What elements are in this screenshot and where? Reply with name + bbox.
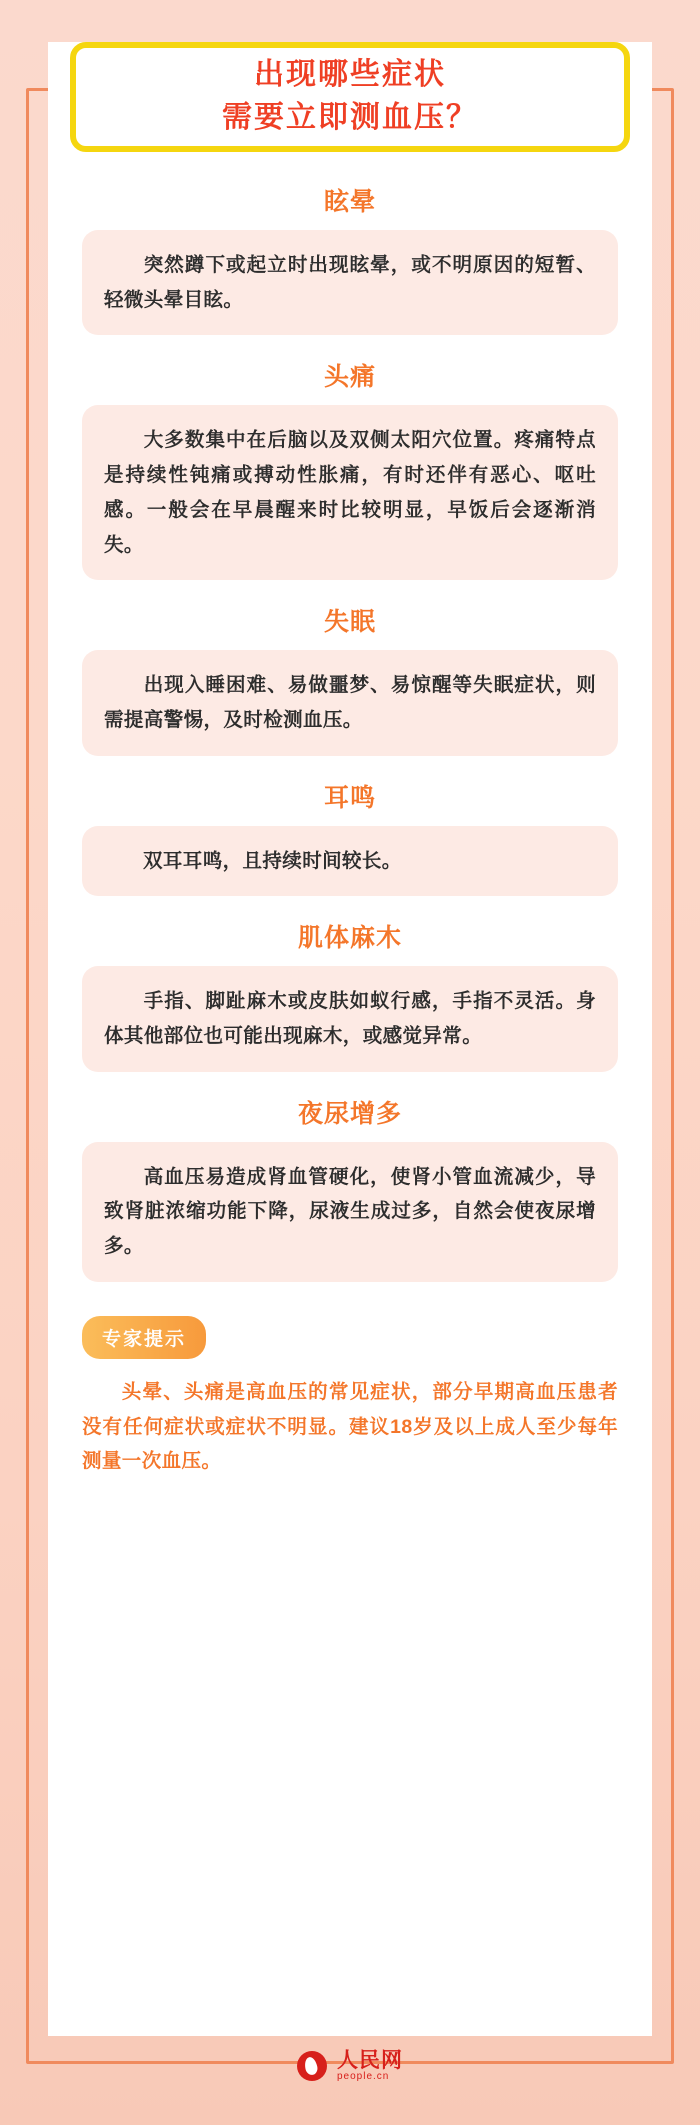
section-body — [82, 230, 618, 335]
section-body-text: 突然蹲下或起立时出现眩晕，或不明原因的短暂、轻微头晕目眩。 — [104, 254, 596, 311]
section-body — [82, 826, 618, 897]
section-heading: 夜尿增多 — [297, 1099, 402, 1128]
section-heading: 眩晕 — [323, 188, 376, 216]
footer-logo — [0, 2036, 700, 2096]
section-heading: 肌体麻木 — [297, 924, 402, 953]
section-tinnitus — [82, 778, 618, 897]
logo-chinese-name: 人民网 — [337, 2048, 403, 2072]
section-body-text: 出现入睡困难、易做噩梦、易惊醒等失眠症状，则需提高警惕，及时检测血压。 — [104, 674, 596, 731]
logo-english-name: people.cn — [337, 2070, 390, 2082]
expert-tip — [82, 1316, 618, 1479]
section-body-text: 大多数集中在后脑以及双侧太阳穴位置。疼痛特点是持续性钝痛或搏动性胀痛，有时还伴有恶心、呕吐感。一般会在早晨醒来时比较明显，早饭后会逐渐消失。 — [104, 429, 596, 556]
section-body — [82, 1142, 618, 1282]
section-heading: 耳鸣 — [323, 783, 376, 812]
expert-tip-badge: 专家提示 — [82, 1316, 206, 1359]
section-nocturia — [82, 1094, 618, 1282]
section-body — [82, 405, 618, 580]
section-numbness — [82, 918, 618, 1071]
section-headache — [82, 357, 618, 580]
expert-tip-text-wrap — [82, 1375, 618, 1479]
expert-tip-text: 头晕、头痛是高血压的常见症状，部分早期高血压患者没有任何症状或症状不明显。建议18岁及以上成人至少每年测量一次血压。 — [82, 1380, 618, 1473]
people-cn-logo-icon — [297, 2051, 327, 2081]
title-line-2: 需要立即测血压？ — [222, 101, 478, 134]
logo-text-block — [337, 2050, 403, 2083]
section-body-text: 双耳耳鸣，且持续时间较长。 — [143, 849, 402, 872]
section-body-text: 手指、脚趾麻木或皮肤如蚁行感，手指不灵活。身体其他部位也可能出现麻木，或感觉异常。 — [104, 990, 596, 1048]
article-content — [48, 160, 652, 1479]
section-heading: 头痛 — [323, 363, 376, 392]
section-body-text: 高血压易造成肾血管硬化，使肾小管血流减少，导致肾脏浓缩功能下降，尿液生成过多，自然会使夜尿增多。 — [104, 1165, 596, 1258]
section-body — [82, 650, 618, 755]
section-dizziness — [82, 182, 618, 335]
title-banner — [70, 42, 630, 152]
section-insomnia — [82, 602, 618, 755]
title-line-1: 出现哪些症状 — [254, 58, 446, 92]
section-heading: 失眠 — [323, 608, 376, 637]
section-body — [82, 966, 618, 1071]
